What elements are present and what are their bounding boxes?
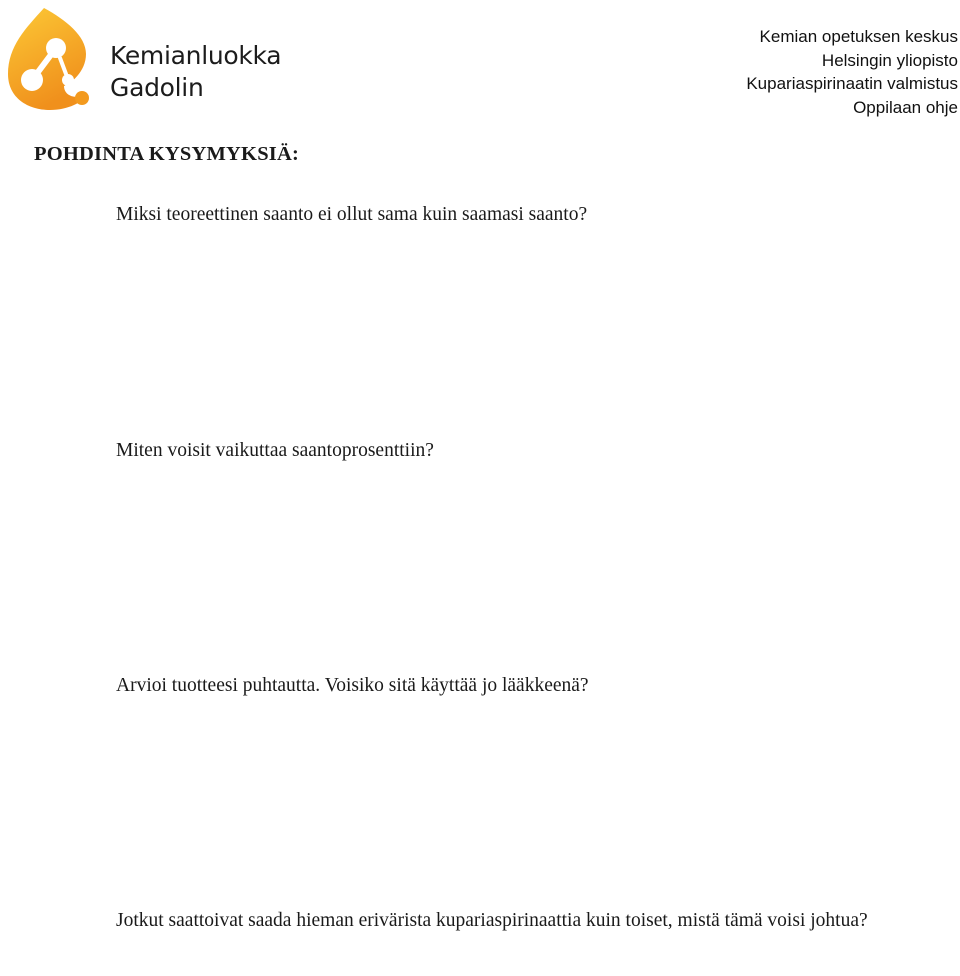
question-2: Miten voisit vaikuttaa saantoprosenttiin? [116,440,434,461]
header-document-type: Oppilaan ohje [853,97,958,117]
logo-line-1: Kemianluokka [110,41,282,70]
header-experiment-title: Kupariaspirinaatin valmistus [746,74,958,93]
section-title: POHDINTA KYSYMYKSIÄ: [34,143,300,165]
logo-line-2: Gadolin [110,73,204,102]
logo-wordmark [110,40,281,104]
question-4: Jotkut saattoivat saada hieman erivärista kupariaspirinaattia kuin toiset, mistä tämä voisi johtua? [116,910,868,931]
question-1: Miksi teoreettinen saanto ei ollut sama kuin saamasi saanto? [116,204,588,225]
document-header-info [746,25,958,119]
question-3: Arvioi tuotteesi puhtautta. Voisiko sitä käyttää jo lääkkeenä? [116,675,589,696]
kemianluokka-gadolin-logo [6,6,282,112]
flame-molecule-icon [6,6,102,112]
header-institution: Kemian opetuksen keskus [759,27,958,46]
header-university: Helsingin yliopisto [821,50,958,70]
